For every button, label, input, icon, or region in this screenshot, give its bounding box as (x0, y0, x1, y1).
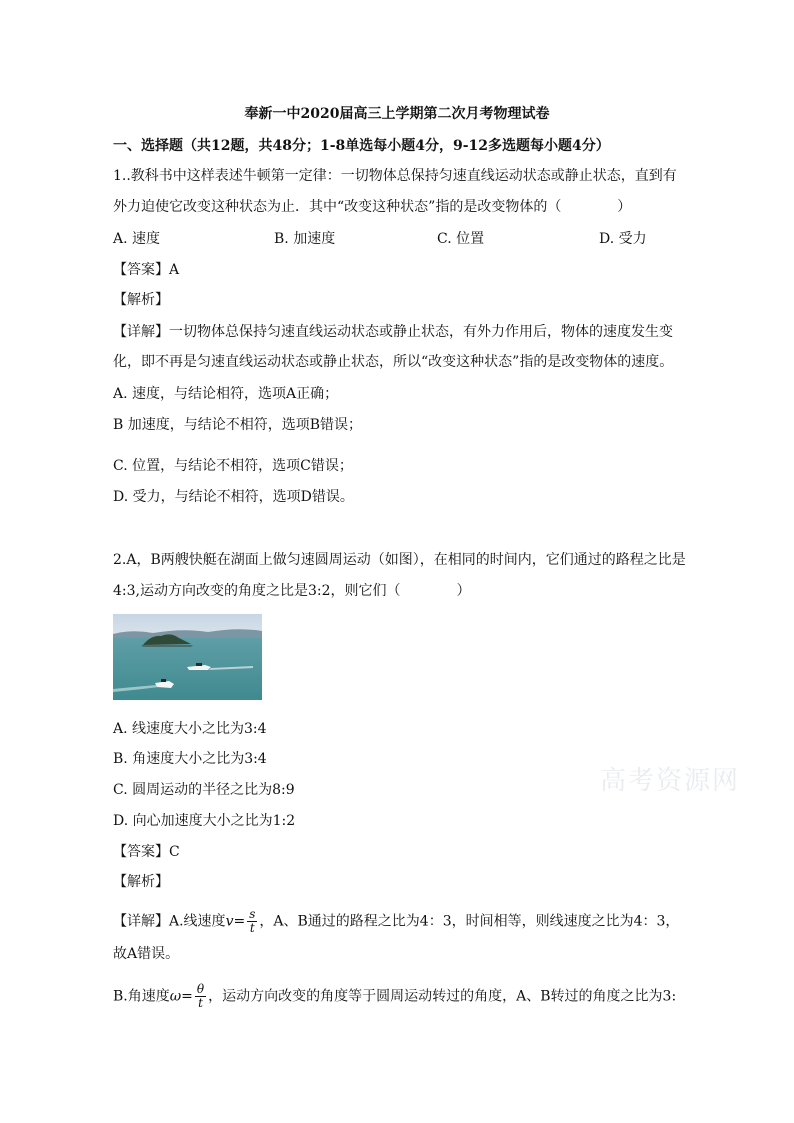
q1-option-a: A. 速度 (113, 231, 161, 247)
q2-option-a: A. 线速度大小之比为3:4 (113, 721, 267, 737)
q1-stem-line1: 1..教科书中这样表述牛顿第一定律：一切物体总保持匀速直线运动状态或静止状态，直到有 (113, 168, 677, 184)
omega-denominator: t (198, 996, 203, 1010)
q1-detail-line1: 【详解】一切物体总保持匀速直线运动状态或静止状态，有外力作用后，物体的速度发生变 (113, 324, 673, 340)
page-title: 奉新一中2020届高三上学期第二次月考物理试卷 (244, 106, 550, 122)
velocity-numerator: s (249, 907, 256, 921)
q1-detail-line2: 化，即不再是匀速直线运动状态或静止状态，所以“改变这种状态”指的是改变物体的速度。 (113, 354, 674, 370)
q1-answer: 【答案】A (113, 262, 180, 278)
q2-detail-a-prefix: 【详解】A.线速度 (113, 913, 226, 930)
velocity-denominator: t (249, 921, 255, 935)
q2-analysis-label: 【解析】 (113, 874, 169, 890)
section-heading: 一、选择题（共12题，共48分；1-8单选每小题4分，9-12多选题每小题4分） (113, 138, 610, 154)
q2-stem-line1: 2.A，B两艘快艇在湖面上做匀速圆周运动（如图），在相同的时间内，它们通过的路程之比是 (113, 552, 686, 568)
q2-stem-line2: 4:3,运动方向改变的角度之比是3:2，则它们（ ） (113, 583, 471, 599)
q1-analysis-label: 【解析】 (113, 292, 169, 308)
q2-detail-a-line2: 故A错误。 (113, 946, 180, 962)
q1-option-d: D. 受力 (599, 231, 647, 247)
q2-option-b: B. 角速度大小之比为3:4 (113, 751, 267, 767)
lake-speedboats-image (113, 614, 262, 700)
q2-detail-b-suffix: ，运动方向改变的角度等于圆周运动转过的角度，A、B转过的角度之比为3: (208, 988, 677, 1005)
velocity-fraction (247, 908, 257, 935)
omega-numerator: θ (196, 982, 205, 996)
q1-check-a: A. 速度，与结论相符，选项A正确； (113, 386, 339, 402)
omega-symbol: ω (169, 988, 182, 1005)
omega-fraction (195, 983, 206, 1010)
q2-detail-a-line1: 【详解】A.线速度v= $\frac{s}{t}$ ，A、B通过的路程之比为4：3，时间相等，则线速度之比为4：3， (113, 907, 680, 935)
q2-detail-a-suffix: ，A、B通过的路程之比为4：3，时间相等，则线速度之比为4：3， (259, 913, 680, 930)
q2-detail-b-prefix: B.角速度 (113, 988, 170, 1005)
q2-answer: 【答案】C (113, 844, 180, 860)
q1-check-b: B 加速度，与结论不相符，选项B错误； (113, 417, 363, 433)
q1-check-c: C. 位置，与结论不相符，选项C错误； (113, 458, 353, 474)
watermark: 高考资源网 (600, 766, 741, 796)
q1-stem-line2: 外力迫使它改变这种状态为止．其中“改变这种状态”指的是改变物体的（ ） (113, 199, 632, 215)
q1-check-d: D. 受力，与结论不相符，选项D错误。 (113, 489, 354, 505)
q1-option-c: C. 位置 (437, 231, 485, 247)
q2-detail-b-line1: B.角速度ω= $\frac{\theta}{t}$ ，运动方向改变的角度等于圆周运动转过的角度，A、B转过的角度之比为3: (113, 982, 677, 1010)
q1-option-b: B. 加速度 (274, 231, 336, 247)
q2-option-d: D. 向心加速度大小之比为1:2 (113, 813, 296, 829)
velocity-symbol: v (225, 913, 234, 930)
q2-option-c: C. 圆周运动的半径之比为8:9 (113, 782, 295, 798)
